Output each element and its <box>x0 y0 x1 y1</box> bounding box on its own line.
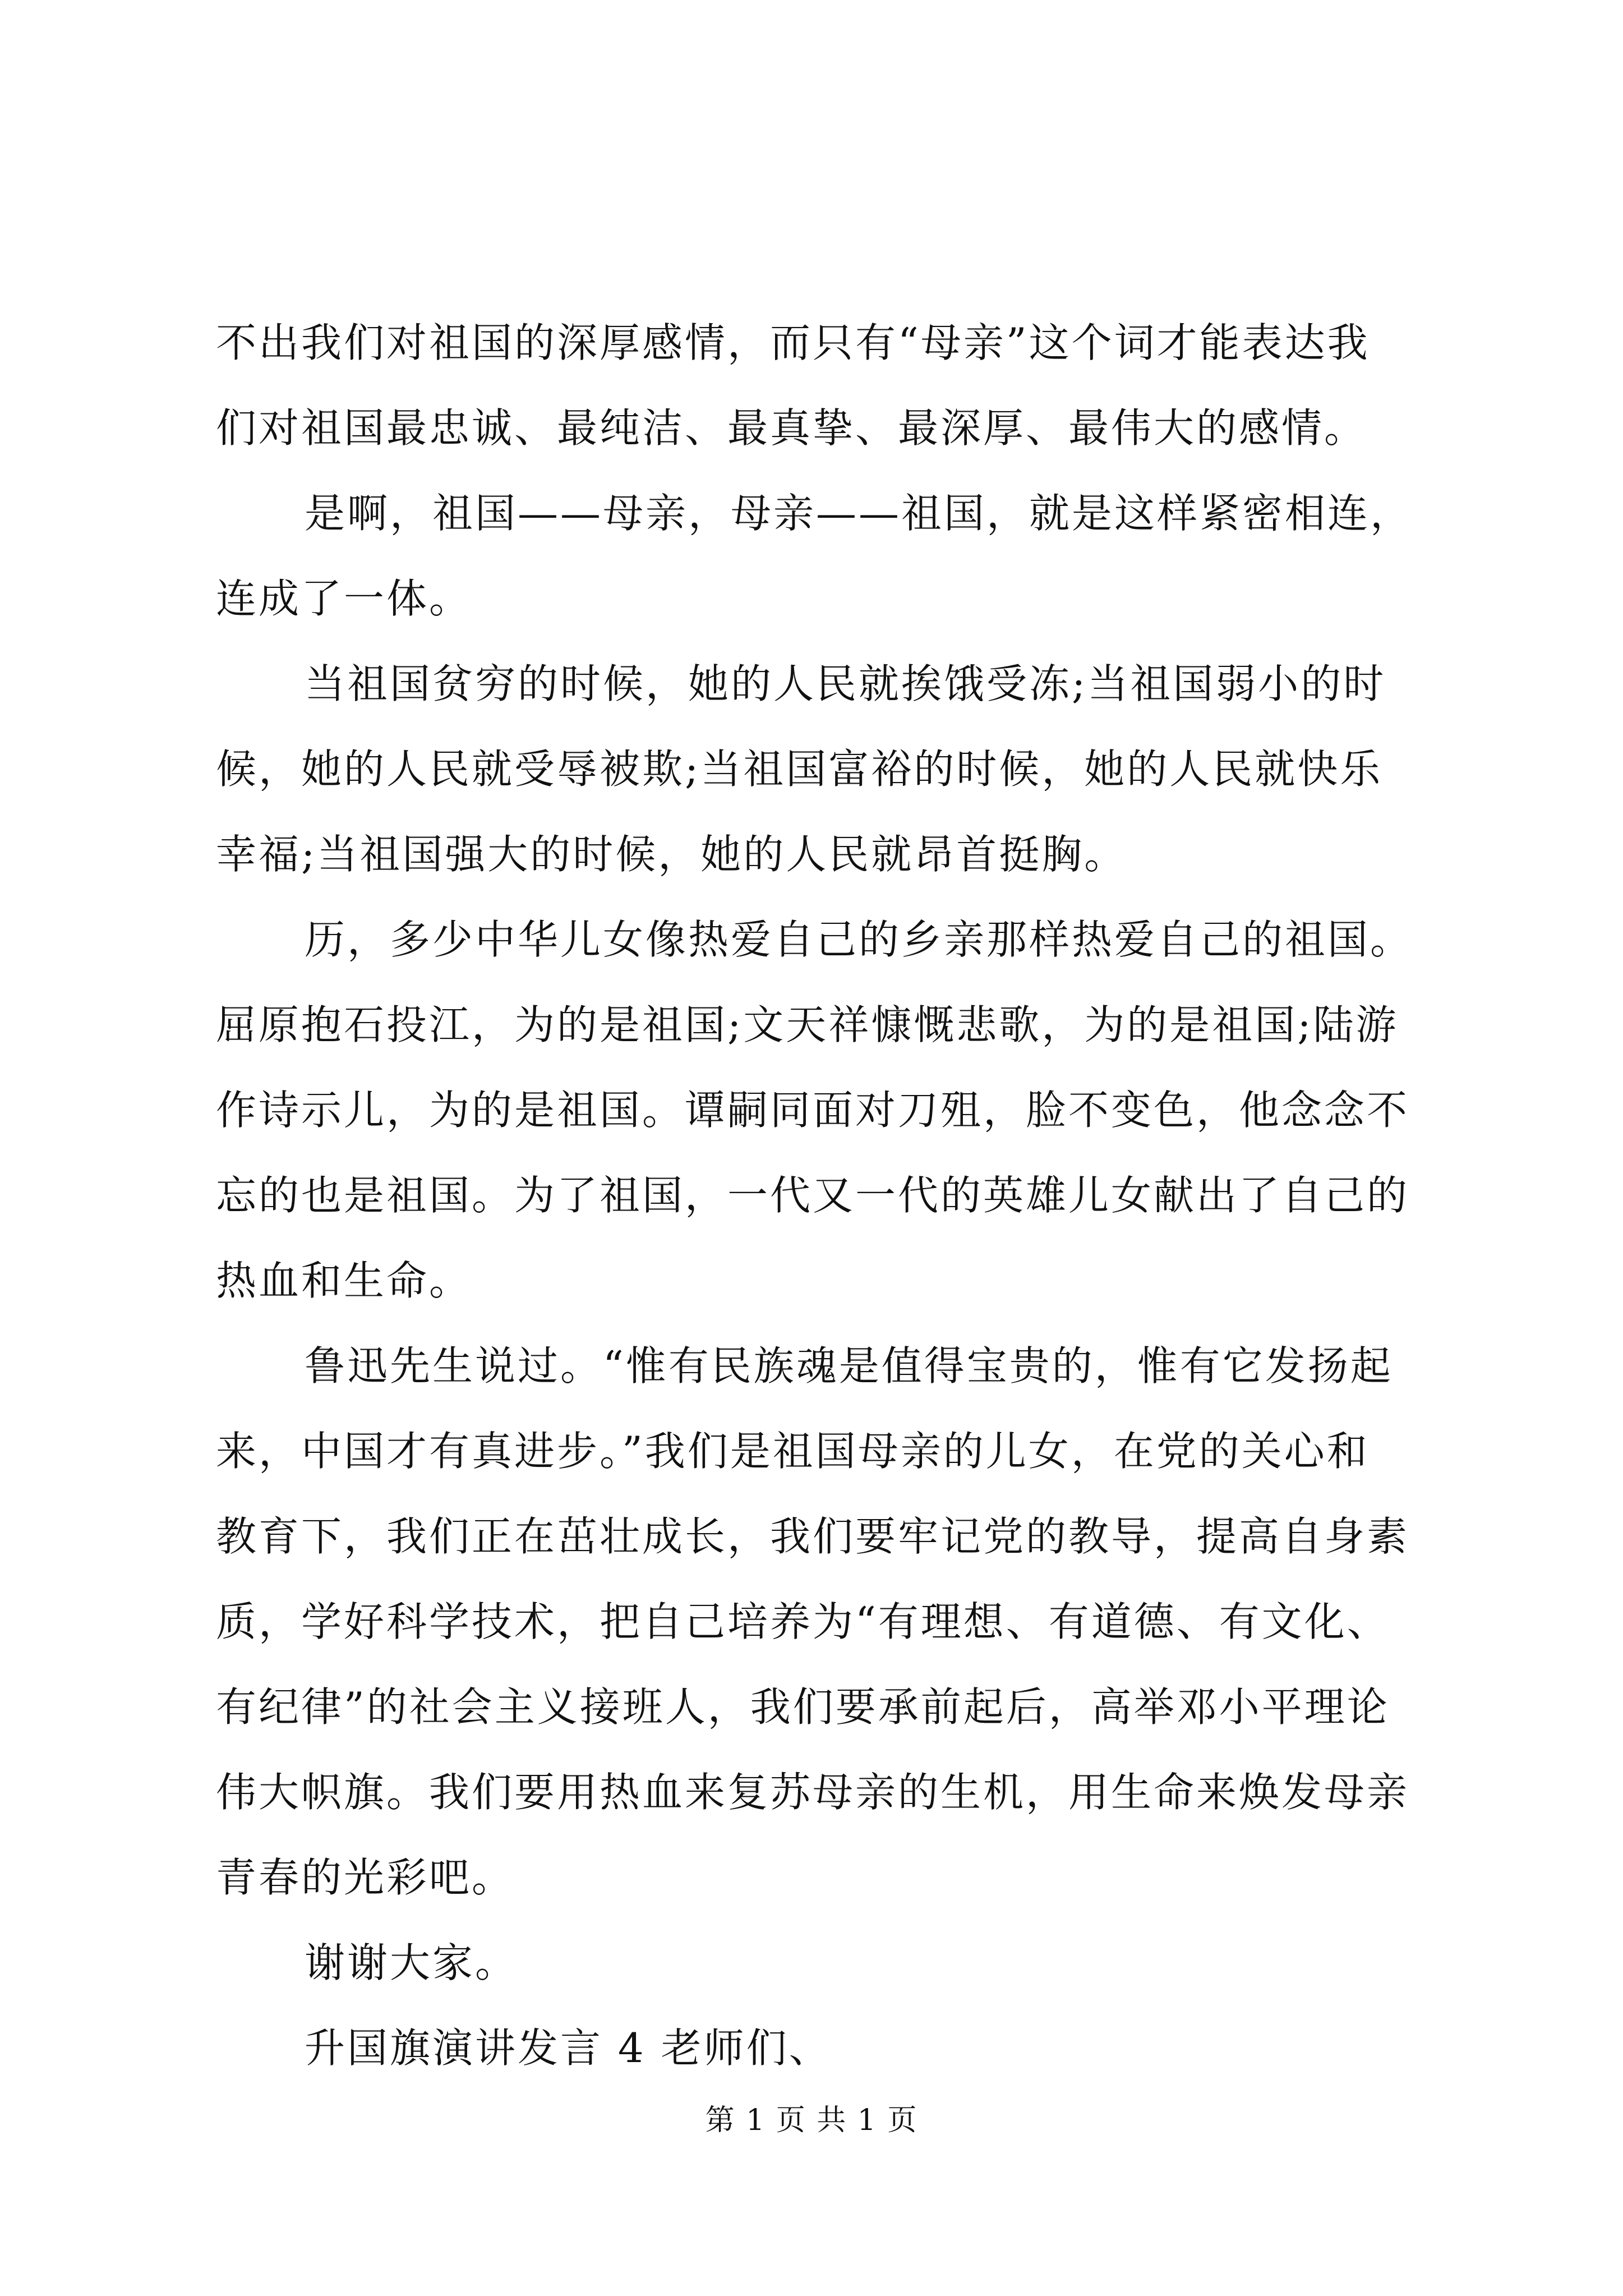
text-line: 不出我们对祖国的深厚感情，而只有“母亲”这个词才能表达我 <box>216 319 1370 366</box>
text-line: 是啊，祖国——母亲，母亲——祖国，就是这样紧密相连， <box>305 490 1413 537</box>
text-line: 来，中国才有真进步。”我们是祖国母亲的儿女，在党的关心和 <box>216 1428 1370 1475</box>
text-line: 质，学好科学技术，把自己培养为“有理想、有道德、有文化、 <box>216 1598 1390 1645</box>
body-text <box>216 300 1422 2091</box>
text-line: 忘的也是祖国。为了祖国，一代又一代的英雄儿女献出了自己的 <box>216 1172 1410 1219</box>
text-line: 有纪律”的社会主义接班人，我们要承前起后，高举邓小平理论 <box>216 1683 1390 1731</box>
text-line: 屈原抱石投江，为的是祖国;文天祥慷慨悲歌，为的是祖国;陆游 <box>216 1001 1399 1048</box>
text-line: 升国旗演讲发言 4 老师们、 <box>305 2024 832 2072</box>
text-line: 青春的光彩吧。 <box>216 1854 515 1901</box>
page-footer: 第 1 页 共 1 页 <box>705 2104 918 2137</box>
text-line: 作诗示儿，为的是祖国。谭嗣同面对刀殂，脸不变色，他念念不 <box>216 1087 1410 1134</box>
text-line: 鲁迅先生说过。“惟有民族魂是值得宝贵的，惟有它发扬起 <box>305 1342 1393 1389</box>
text-line: 幸福;当祖国强大的时候，她的人民就昂首挺胸。 <box>216 831 1127 878</box>
text-line: 候，她的人民就受辱被欺;当祖国富裕的时候，她的人民就快乐 <box>216 746 1383 793</box>
text-line: 们对祖国最忠诚、最纯洁、最真挚、最深厚、最伟大的感情。 <box>216 404 1367 452</box>
text-line: 历，多少中华儿女像热爱自己的乡亲那样热爱自己的祖国。 <box>305 916 1413 963</box>
text-line: 教育下，我们正在茁壮成长，我们要牢记党的教导，提高自身素 <box>216 1513 1410 1560</box>
text-line: 伟大帜旗。我们要用热血来复苏母亲的生机，用生命来焕发母亲 <box>216 1769 1410 1816</box>
text-line: 连成了一体。 <box>216 575 472 622</box>
text-line: 热血和生命。 <box>216 1257 472 1304</box>
text-line: 当祖国贫穷的时候，她的人民就挨饿受冻;当祖国弱小的时 <box>305 660 1386 707</box>
text-line: 谢谢大家。 <box>305 1939 518 1986</box>
